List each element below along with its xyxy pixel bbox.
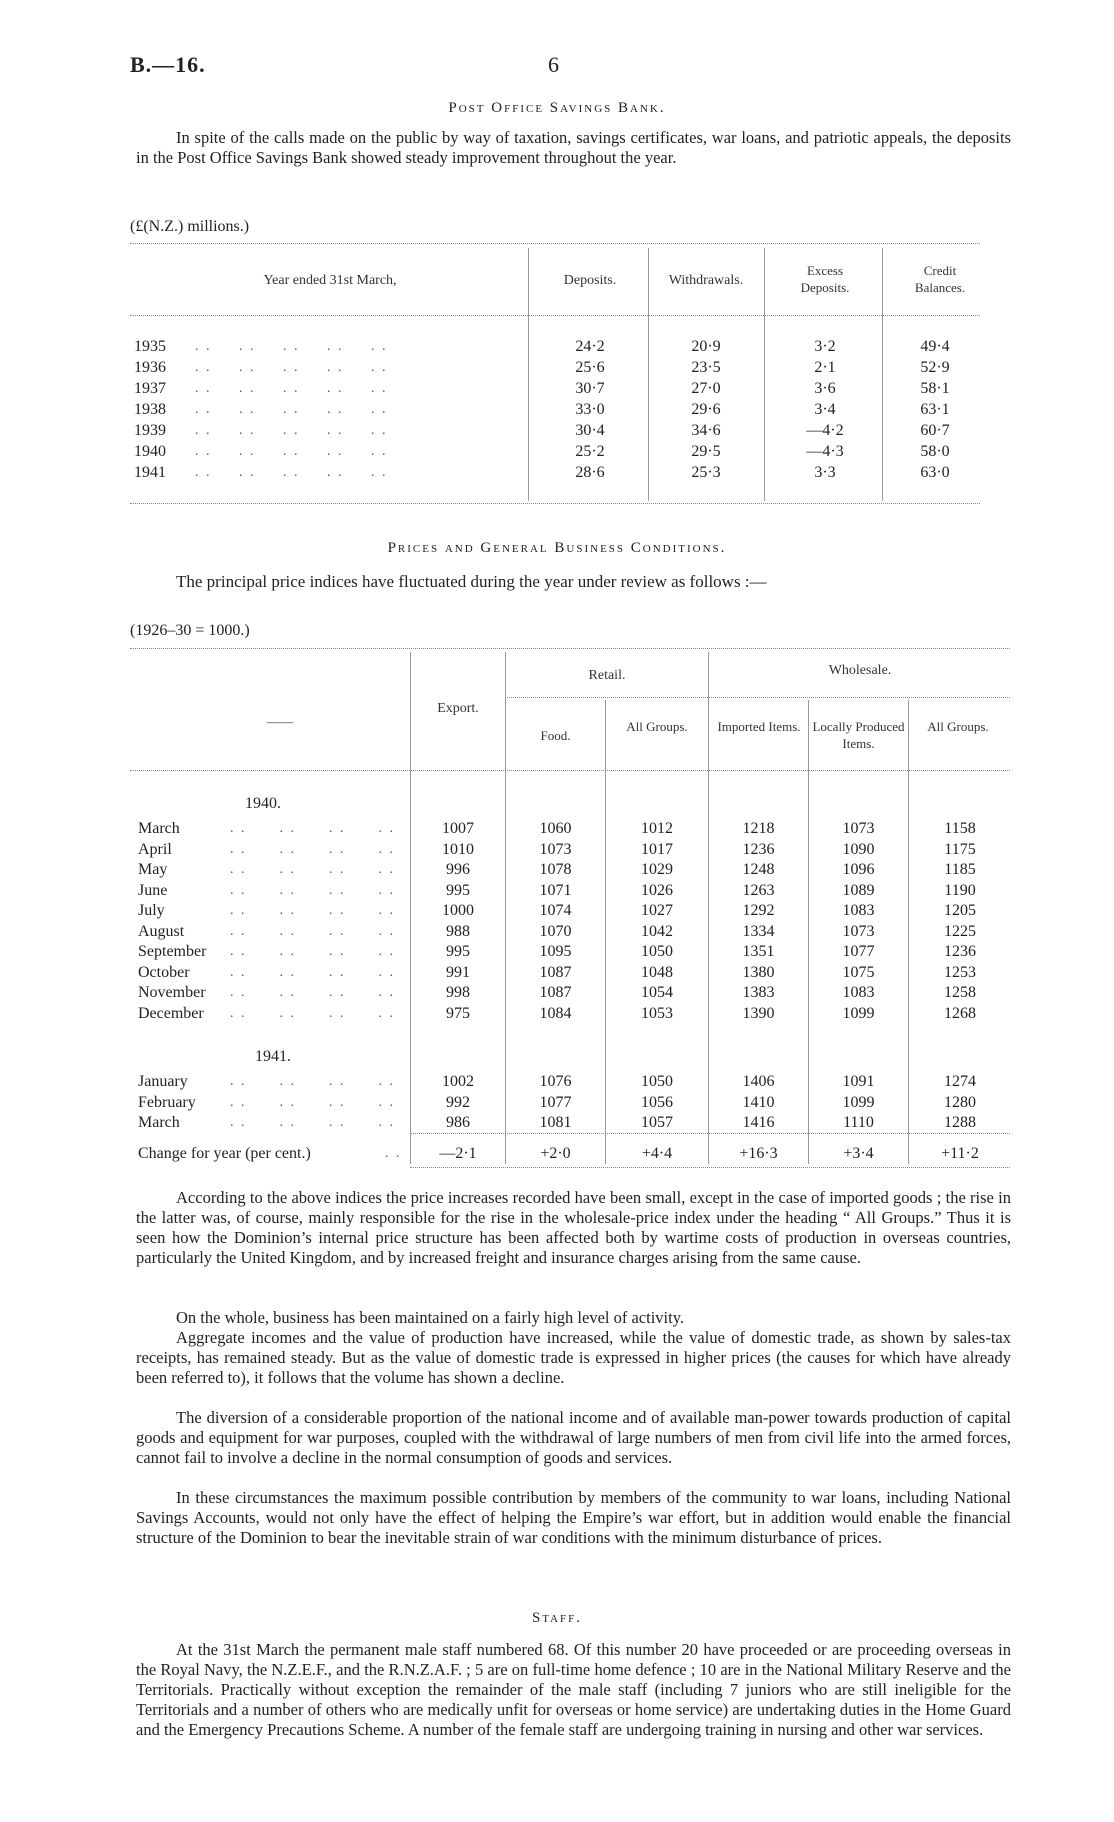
prices-paragraph-2: On the whole, business has been maintained on a fairly high level of activity.: [176, 1308, 685, 1327]
row-year: 1938: [134, 401, 166, 418]
cell-deposits: 25·2: [575, 443, 605, 460]
prices-unit-note: (1926–30 = 1000.): [130, 622, 250, 639]
cell-deposits: 25·6: [575, 359, 605, 376]
cell-food: 1073: [539, 840, 572, 858]
prices-table-bottom-rule: [410, 1167, 1010, 1168]
prices-paragraph-1: According to the above indices the price increases recorded have been small, except in the case of imported goods ; the rise in the latter was, of course, mainly responsible for the rise in the wholesale-price index under the heading “ All Groups.” Thus it is seen how the Dominion’s internal price structure has been affected both by wartime costs of production in overseas countries, particularly the United Kingdom, and by increased freight and insurance charges arising from the same cause.: [136, 1188, 1011, 1267]
leader-dots: . .: [385, 1146, 402, 1161]
document-reference: B.—16.: [130, 52, 206, 77]
row-month: May: [138, 861, 168, 878]
cell-food: 1078: [539, 861, 572, 878]
cell-withdrawals: 23·5: [691, 359, 721, 376]
cell-local: 1073: [842, 820, 875, 837]
cell-credit: 63·0: [920, 464, 950, 481]
cell-export: 996: [446, 861, 470, 878]
cell-export: 975: [446, 1004, 470, 1022]
cell-wholesale-all: 1158: [944, 820, 976, 837]
change-local: +3·4: [843, 1145, 874, 1162]
prices-stub-header: ——: [267, 714, 293, 729]
cell-local: 1110: [843, 1114, 874, 1131]
prices-group-rule: [505, 697, 1010, 698]
cell-deposits: 28·6: [575, 464, 605, 481]
leader-dots: . . . . . . . .: [230, 862, 395, 877]
savings-col-header-excess: Excess Deposits.: [800, 263, 850, 295]
cell-food: 1081: [539, 1114, 572, 1131]
cell-wholesale-all: 1258: [944, 984, 976, 1001]
cell-retail-all: 1057: [641, 1114, 673, 1131]
cell-export: 991: [446, 963, 470, 981]
prices-col-divider: [708, 652, 709, 1164]
cell-excess: 2·1: [814, 359, 836, 376]
cell-credit: 63·1: [920, 401, 950, 418]
prices-year-heading-1941: 1941.: [255, 1048, 291, 1065]
savings-table-bottom-rule: [130, 503, 980, 504]
change-row-label: Change for year (per cent.): [138, 1145, 311, 1162]
cell-retail-all: 1042: [641, 922, 673, 940]
row-month: April: [138, 840, 172, 858]
cell-food: 1077: [539, 1093, 572, 1111]
prices-paragraph-5: In these circumstances the maximum possible contribution by members of the community to war loans, including National Savings Accounts, would not only have the effect of helping the Empire’s war effort, but in addition would enable the financial structure of the Dominion to bear the inevitable strain of war conditions with the minimum disturbance of prices.: [136, 1488, 1011, 1547]
leader-dots: . . . . . . . . . .: [195, 423, 388, 438]
prices-col-divider: [808, 700, 809, 1164]
prices-paragraph-3: Aggregate incomes and the value of production have increased, while the value of domestic trade, as shown by sales-tax receipts, has remained steady. But as the value of domestic trade is expressed in higher prices (the causes for which have already been referred to), it follows that the volume has shown a decline.: [136, 1328, 1011, 1387]
leader-dots: . . . . . . . .: [230, 944, 395, 959]
row-month: September: [138, 943, 207, 960]
page-number: 6: [548, 52, 559, 77]
change-food: +2·0: [540, 1145, 571, 1162]
cell-food: 1060: [539, 820, 572, 837]
savings-intro: In spite of the calls made on the public by way of taxation, savings certificates, war loans, and patriotic appeals, the deposits in the Post Office Savings Bank showed steady improvement throughout the year.: [136, 128, 1011, 167]
cell-export: 995: [446, 881, 470, 899]
cell-imported: 1383: [742, 984, 775, 1001]
cell-imported: 1410: [742, 1093, 775, 1111]
cell-wholesale-all: 1185: [944, 861, 976, 878]
row-month: July: [138, 902, 165, 919]
row-month: March: [138, 1114, 180, 1131]
leader-dots: . . . . . . . .: [230, 923, 395, 939]
cell-imported: 1218: [742, 820, 775, 837]
cell-wholesale-all: 1288: [944, 1114, 976, 1131]
savings-table-header-rule: [130, 315, 980, 316]
cell-imported: 1263: [742, 881, 775, 899]
prices-paragraph-4: The diversion of a considerable proportion of the national income and of available man-power towards production of capital goods and equipment for war purposes, coupled with the withdrawal of large numbers of men from civil life into the armed forces, cannot fail to involve a decline in the normal consumption of goods and services.: [136, 1408, 1011, 1467]
cell-food: 1087: [539, 984, 572, 1001]
cell-excess: 3·6: [814, 380, 836, 397]
prices-intro: The principal price indices have fluctuated during the year under review as follows :—: [176, 572, 767, 591]
cell-deposits: 30·4: [575, 422, 605, 439]
cell-retail-all: 1017: [641, 840, 673, 858]
row-month: June: [138, 881, 168, 899]
savings-col-divider: [764, 248, 765, 501]
cell-food: 1070: [539, 922, 572, 940]
row-month: February: [138, 1093, 196, 1111]
leader-dots: . . . . . . . .: [230, 1005, 395, 1021]
leader-dots: . . . . . . . . . .: [195, 402, 388, 417]
row-month: October: [138, 963, 190, 981]
prices-change-rule: [410, 1133, 1010, 1134]
cell-credit: 58·1: [920, 380, 950, 397]
leader-dots: . . . . . . . .: [230, 841, 395, 857]
prices-col-header-wholesale-all: All Groups.: [927, 719, 989, 734]
cell-imported: 1248: [742, 861, 775, 878]
prices-table-header-rule: [130, 770, 1010, 771]
leader-dots: . . . . . . . . . .: [195, 465, 388, 480]
savings-col-divider: [648, 248, 649, 501]
leader-dots: . . . . . . . . . .: [195, 381, 388, 396]
prices-group-header-retail: Retail.: [588, 668, 626, 683]
cell-food: 1071: [539, 881, 572, 899]
savings-col-header-year: Year ended 31st March,: [263, 273, 397, 288]
savings-section-title: Post Office Savings Bank.: [448, 100, 666, 116]
cell-local: 1075: [842, 963, 875, 981]
cell-food: 1074: [539, 902, 572, 919]
row-month: March: [138, 820, 180, 837]
cell-retail-all: 1048: [641, 963, 673, 981]
cell-export: 986: [446, 1114, 470, 1131]
cell-withdrawals: 29·5: [691, 443, 721, 460]
cell-wholesale-all: 1253: [944, 963, 976, 981]
row-year: 1935: [134, 338, 166, 355]
prices-col-divider: [410, 652, 411, 1164]
leader-dots: . . . . . . . .: [230, 1115, 395, 1130]
savings-col-divider: [528, 248, 529, 501]
cell-export: 998: [446, 984, 470, 1001]
leader-dots: . . . . . . . . . .: [195, 360, 388, 375]
staff-paragraph: At the 31st March the permanent male staff numbered 68. Of this number 20 have proceeded or are proceeding overseas in the Royal Navy, the N.Z.E.F., and the R.N.Z.A.F. ; 5 are on full-time home defence ; 10 are in the National Military Reserve and the Territorials. Practically without exception the remainder of the male staff (including 7 juniors who are still ineligible for the Territorials and a number of others who are medically unfit for overseas or home service) are undertaking duties in the Home Guard and the Emergency Precautions Scheme. A number of the female staff are undergoing training in nursing and other war services.: [136, 1640, 1011, 1739]
leader-dots: . . . . . . . .: [230, 964, 395, 980]
prices-section-title: Prices and General Business Conditions.: [387, 540, 727, 556]
cell-deposits: 33·0: [575, 401, 605, 418]
cell-imported: 1380: [742, 963, 775, 981]
prices-table-top-rule: [130, 648, 1010, 649]
cell-imported: 1236: [742, 840, 775, 858]
cell-retail-all: 1029: [641, 861, 673, 878]
cell-retail-all: 1053: [641, 1004, 673, 1022]
row-year: 1939: [134, 422, 166, 439]
leader-dots: . . . . . . . .: [230, 985, 395, 1000]
prices-col-header-imported: Imported Items.: [717, 719, 801, 734]
cell-retail-all: 1027: [641, 902, 673, 919]
leader-dots: . . . . . . . . . .: [195, 444, 388, 459]
row-month: August: [138, 922, 185, 940]
savings-col-divider: [882, 248, 883, 501]
savings-unit-note: (£(N.Z.) millions.): [130, 218, 250, 235]
row-year: 1936: [134, 359, 166, 376]
change-export: —2·1: [439, 1145, 477, 1162]
cell-wholesale-all: 1236: [944, 943, 976, 960]
cell-withdrawals: 25·3: [691, 464, 721, 481]
cell-excess: —4·3: [806, 443, 844, 460]
row-year: 1941: [134, 464, 166, 481]
savings-table-top-rule: [130, 243, 980, 244]
cell-credit: 60·7: [920, 422, 950, 439]
cell-wholesale-all: 1225: [944, 922, 976, 940]
cell-wholesale-all: 1205: [944, 902, 976, 919]
cell-local: 1073: [842, 922, 875, 940]
cell-wholesale-all: 1268: [944, 1004, 976, 1022]
cell-imported: 1334: [742, 922, 775, 940]
cell-excess: —4·2: [806, 422, 844, 439]
cell-withdrawals: 29·6: [691, 401, 721, 418]
prices-col-header-export: Export.: [437, 701, 479, 716]
leader-dots: . . . . . . . .: [230, 1074, 395, 1089]
savings-col-header-credit: Credit Balances.: [914, 263, 966, 295]
cell-export: 992: [446, 1093, 470, 1111]
row-month: January: [138, 1073, 188, 1090]
cell-retail-all: 1056: [641, 1093, 673, 1111]
cell-export: 1010: [442, 840, 474, 858]
cell-withdrawals: 27·0: [691, 380, 721, 397]
cell-retail-all: 1054: [641, 984, 673, 1001]
leader-dots: . . . . . . . .: [230, 821, 395, 836]
cell-local: 1090: [842, 840, 875, 858]
prices-col-divider: [505, 652, 506, 1164]
leader-dots: . . . . . . . .: [230, 882, 395, 898]
cell-local: 1089: [842, 881, 875, 899]
cell-local: 1099: [842, 1093, 875, 1111]
cell-wholesale-all: 1274: [944, 1073, 976, 1090]
cell-export: 1002: [442, 1073, 474, 1090]
cell-deposits: 30·7: [575, 380, 605, 397]
cell-credit: 52·9: [920, 359, 950, 376]
prices-col-divider: [908, 700, 909, 1164]
cell-local: 1083: [842, 984, 875, 1001]
cell-withdrawals: 20·9: [691, 338, 721, 355]
cell-food: 1087: [539, 963, 572, 981]
prices-year-heading-1940: 1940.: [245, 795, 281, 812]
cell-export: 988: [446, 922, 470, 940]
cell-excess: 3·4: [814, 401, 836, 418]
cell-deposits: 24·2: [575, 338, 605, 355]
cell-local: 1077: [842, 943, 875, 960]
cell-food: 1084: [539, 1004, 572, 1022]
cell-local: 1083: [842, 902, 875, 919]
row-year: 1940: [134, 443, 166, 460]
staff-section-title: Staff.: [531, 1610, 583, 1626]
cell-credit: 58·0: [920, 443, 950, 460]
cell-wholesale-all: 1190: [944, 881, 976, 899]
cell-local: 1099: [842, 1004, 875, 1022]
prices-col-header-local: Locally Produced Items.: [812, 719, 905, 751]
prices-col-header-food: Food.: [540, 728, 571, 743]
cell-food: 1095: [539, 943, 572, 960]
cell-imported: 1390: [742, 1004, 775, 1022]
cell-imported: 1292: [742, 902, 775, 919]
leader-dots: . . . . . . . .: [230, 903, 395, 918]
cell-withdrawals: 34·6: [691, 422, 721, 439]
cell-local: 1091: [842, 1073, 875, 1090]
cell-imported: 1416: [742, 1114, 775, 1131]
cell-retail-all: 1012: [641, 820, 673, 837]
change-retail-all: +4·4: [641, 1145, 673, 1162]
cell-wholesale-all: 1280: [944, 1093, 976, 1111]
cell-export: 995: [446, 943, 470, 960]
cell-food: 1076: [539, 1073, 572, 1090]
row-month: December: [138, 1004, 204, 1022]
leader-dots: . . . . . . . . . .: [195, 339, 388, 354]
cell-retail-all: 1026: [641, 881, 673, 899]
cell-excess: 3·3: [814, 464, 836, 481]
cell-retail-all: 1050: [641, 943, 673, 960]
change-imported: +16·3: [739, 1145, 778, 1162]
cell-imported: 1406: [742, 1073, 775, 1090]
cell-wholesale-all: 1175: [944, 840, 976, 858]
cell-retail-all: 1050: [641, 1073, 673, 1090]
cell-local: 1096: [842, 861, 875, 878]
prices-col-divider: [605, 700, 606, 1164]
cell-imported: 1351: [742, 943, 775, 960]
row-year: 1937: [134, 380, 166, 397]
row-month: November: [138, 984, 206, 1001]
cell-export: 1000: [442, 902, 474, 919]
prices-group-header-wholesale: Wholesale.: [828, 663, 892, 678]
cell-credit: 49·4: [920, 338, 950, 355]
cell-excess: 3·2: [814, 338, 836, 355]
change-wholesale-all: +11·2: [941, 1145, 979, 1162]
leader-dots: . . . . . . . .: [230, 1094, 395, 1110]
cell-export: 1007: [442, 820, 474, 837]
savings-col-header-deposits: Deposits.: [563, 273, 617, 288]
prices-col-header-retail-all: All Groups.: [626, 719, 688, 734]
savings-col-header-withdrawals: Withdrawals.: [668, 273, 744, 288]
